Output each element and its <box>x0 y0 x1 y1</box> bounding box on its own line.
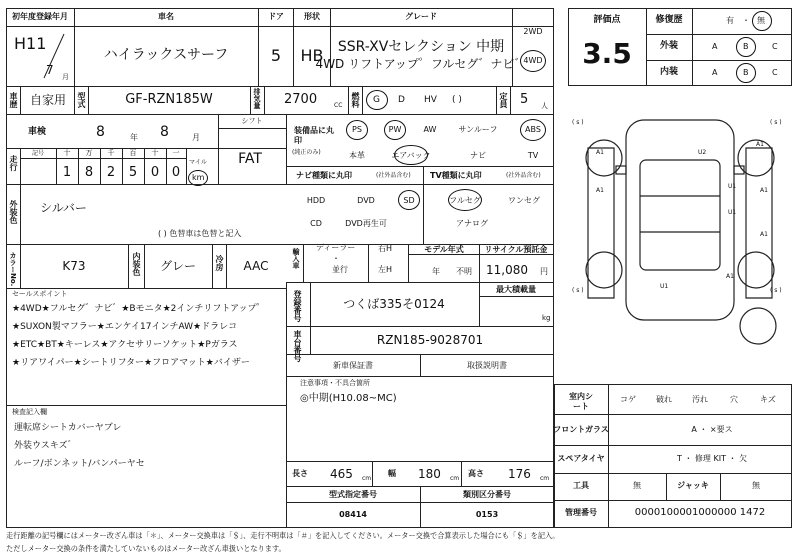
inspect-label: 検査記入欄 <box>12 408 47 416</box>
door-label: ドア <box>268 12 284 21</box>
equip-sub: (純正のみ) <box>292 149 321 156</box>
grade-line2: 4WD リフトアップ゜フルセグ゛ナビ゛ <box>315 57 527 71</box>
mileage-col-2: 千 <box>107 149 115 157</box>
2wd-label: 2WD <box>523 27 543 36</box>
fuel-d: D <box>398 95 405 105</box>
mileage-unit-top: マイル <box>189 159 207 166</box>
hei-label: 高さ <box>468 469 484 478</box>
plate-value: つくば335そ0124 <box>343 297 445 311</box>
int-color-value: グレー <box>159 259 197 273</box>
bracket-br: ( s ) <box>770 287 782 294</box>
interior-item-0: コゲ <box>620 395 636 404</box>
fuel-hv: HV <box>424 95 437 105</box>
fuel-other: ( ) <box>452 95 462 105</box>
mark-u1-bottom: U1 <box>660 283 669 290</box>
shape-label: 形状 <box>304 12 320 21</box>
len-unit: cm <box>362 475 372 482</box>
navi-cd: CD <box>310 219 322 228</box>
hand-left: 左H <box>378 265 393 274</box>
navi-sd: SD <box>403 196 415 205</box>
fuel-g: G <box>373 95 380 105</box>
body-shape: HB <box>300 46 324 65</box>
repair-yes: 有 <box>726 16 734 25</box>
ext-c: C <box>772 42 778 51</box>
mileage-note: 記号 <box>32 150 45 157</box>
notes-label: 注意事項・不具合箇所 <box>300 379 370 387</box>
manual-book: 取扱説明書 <box>467 361 507 370</box>
tools-value: 無 <box>633 481 641 490</box>
ext-a: A <box>712 42 718 51</box>
mark-u1-right-mid: U1 <box>728 183 737 190</box>
hei-value: 176 <box>508 467 531 481</box>
ext-label: 外装 <box>659 41 679 51</box>
colorno-label: カラーNo. <box>9 252 17 287</box>
selling-line-3: ★リアワイパー★シートリフター★フロアマット★バイザー <box>12 358 250 368</box>
shaken-month: 8 <box>160 124 169 140</box>
footer-line-2: ただしメーター交換の条件を満たしていないものはメーター改ざん車扱いとなります。 <box>6 544 286 553</box>
jack-value: 無 <box>752 481 760 490</box>
selling-label: セールスポイント <box>12 290 68 298</box>
chassis-label: 車台番号 <box>293 330 302 362</box>
mark-a1-bottom: A1 <box>726 273 734 280</box>
tv-label: TV種類に丸印 <box>430 171 482 180</box>
navi-label: ナビ種類に丸印 <box>296 171 352 180</box>
import-parallel: 並行 <box>332 265 348 274</box>
tv-oneseg: ワンセグ <box>508 196 540 205</box>
notes-text: ◎中期(H10.08~MC) <box>300 393 397 404</box>
footer-line-1: 走行距離の記号欄にはメーター改ざん車は「＊」、メーター交換車は「＄」、走行不明車は「＃」を記入してください。メーター交換で合算表示した場合にも「＄」を記入。 <box>6 531 560 540</box>
len-value: 465 <box>330 467 353 481</box>
spare-value: T ・ 修理 KIT ・ 欠 <box>676 454 748 463</box>
inspect-line-1: 外装ウスキズ゛ <box>14 441 77 451</box>
weight-unit: kg <box>542 314 551 322</box>
mileage-digit-2: 2 <box>106 165 116 180</box>
mark-a1-right-low: A1 <box>760 231 768 238</box>
int-a: A <box>712 68 718 77</box>
selling-line-0: ★4WD★フルセグ゛ナビ゛★Bモニタ★2インチリフトアップ゜ <box>12 304 266 314</box>
model-value: GF-RZN185W <box>125 92 213 107</box>
mileage-col-4: 十 <box>151 149 159 157</box>
mileage-col-0: 十 <box>63 149 71 157</box>
shift-label: シフト <box>241 117 263 125</box>
disp-unit: CC <box>334 102 343 109</box>
model-year-value: 不明 <box>456 267 472 276</box>
recycle-label: リサイクル預託金 <box>484 245 548 254</box>
wid-label: 幅 <box>388 469 396 478</box>
usage-label: 車歴 <box>9 92 18 108</box>
car-name: ハイラックスサーフ <box>103 47 229 63</box>
equip-label: 装備品に丸印 <box>294 126 334 145</box>
selling-line-1: ★SUXON製マフラー★エンケイ17インチAW★ドラレコ <box>12 322 238 332</box>
reg-era: H11 <box>14 34 47 53</box>
color-note: ( ) 色替車は色替と記入 <box>158 229 242 238</box>
ac-label: 冷房 <box>215 255 224 271</box>
len-label: 長さ <box>292 469 308 478</box>
equip-aw: AW <box>423 125 437 134</box>
interior-label: 室内シート <box>569 392 593 411</box>
mark-u2: U2 <box>698 149 707 156</box>
tools-label: 工具 <box>573 481 589 490</box>
mark-u1-center: U1 <box>728 209 737 216</box>
mileage-unit: km <box>192 173 205 182</box>
capacity-unit: 人 <box>541 102 548 110</box>
shift-value: FAT <box>238 151 262 167</box>
glass-label: フロントガラス <box>553 425 609 434</box>
colorno-value: K73 <box>62 259 86 273</box>
type-no-value: 08414 <box>339 510 367 519</box>
disp-label: 排気量 <box>253 88 261 109</box>
car-name-label: 車名 <box>158 12 174 21</box>
color-label: 外装色 <box>9 200 18 224</box>
recycle-value: 11,080 <box>486 263 528 277</box>
mark-a1-right-top: A1 <box>756 141 764 148</box>
mileage-digit-0: 1 <box>62 165 72 180</box>
interior-item-4: キズ <box>760 395 776 404</box>
selling-line-2: ★ETC★BT★キーレス★アクセサリーソケット★Pガラス <box>12 340 238 350</box>
wid-value: 180 <box>418 467 441 481</box>
navi-hdd: HDD <box>306 196 326 205</box>
grade-line1: SSR-XVセレクション 中期 <box>337 39 505 55</box>
mgmt-value: 0000100001000000 1472 <box>634 507 766 518</box>
mileage-col-1: 万 <box>85 149 93 157</box>
chassis-value: RZN185-9028701 <box>376 333 484 347</box>
score-value: 3.5 <box>582 37 632 70</box>
mileage-col-3: 百 <box>129 149 137 157</box>
import-dealer: ディーラー <box>316 243 356 252</box>
mark-a1-left-mid: A1 <box>596 187 604 194</box>
reg-month-unit: 月 <box>62 73 69 81</box>
wid-unit: cm <box>450 475 460 482</box>
mileage-digit-4: 0 <box>150 165 160 180</box>
disp-value: 2700 <box>284 92 318 107</box>
color-value: シルバー <box>40 201 87 215</box>
door-count: 5 <box>270 46 282 65</box>
4wd-label: 4WD <box>523 56 543 65</box>
bracket-tl: ( s ) <box>572 119 584 126</box>
interior-item-3: 穴 <box>730 395 738 404</box>
shaken-year-unit: 年 <box>130 133 138 142</box>
import-dot: ・ <box>332 254 340 263</box>
repair-dot: ・ <box>742 16 750 25</box>
mileage-digit-1: 8 <box>84 165 94 180</box>
int-label: 内装 <box>659 67 679 77</box>
interior-item-1: 破れ <box>656 395 672 404</box>
jack-label: ジャッキ <box>677 481 709 490</box>
plate-label: 登録番号 <box>293 290 302 322</box>
mileage-digit-3: 5 <box>128 165 138 180</box>
ac-value: AAC <box>243 259 269 273</box>
equip-ps: PS <box>352 125 362 134</box>
equip-sunroof: サンルーフ <box>458 125 498 134</box>
type-no-label: 型式指定番号 <box>329 490 377 499</box>
year-label: 初年度登録年月 <box>12 12 68 21</box>
tv-fullseg: フルセグ <box>449 196 481 205</box>
weight-label: 最大積載量 <box>496 285 536 294</box>
mileage-col-5: 一 <box>172 149 180 157</box>
navi-dvd-play: DVD再生可 <box>345 219 387 228</box>
usage-value: 自家用 <box>30 93 67 107</box>
int-color-label: 内装色 <box>132 252 141 276</box>
int-c: C <box>772 68 778 77</box>
class-no-label: 類別区分番号 <box>463 490 511 499</box>
recycle-unit: 円 <box>540 267 548 276</box>
repair-label: 修復歴 <box>655 15 683 25</box>
reg-month: 7 <box>46 63 54 77</box>
mgmt-label: 管理番号 <box>565 508 597 517</box>
capacity-label: 定員 <box>499 92 508 108</box>
bracket-tr: ( s ) <box>770 119 782 126</box>
fuel-label: 燃料 <box>351 92 360 108</box>
model-year-label: モデル年式 <box>424 245 464 254</box>
bracket-bl: ( s ) <box>572 287 584 294</box>
model-year-unit: 年 <box>432 267 440 276</box>
shaken-year: 8 <box>96 124 105 140</box>
navi-sub: (社外品含む) <box>376 172 411 179</box>
hand-right: 右H <box>378 244 393 253</box>
spare-label: スペアタイヤ <box>557 454 605 463</box>
shaken-label: 車検 <box>28 127 47 137</box>
import-label: 輸入車 <box>292 248 300 269</box>
inspect-line-2: ルーフ/ボンネット/バンパーヤセ <box>14 459 145 469</box>
mark-a1-left-top: A1 <box>596 149 604 156</box>
glass-value: A ・ ×要ス <box>691 425 733 434</box>
capacity-value: 5 <box>520 92 529 107</box>
tv-sub: (社外品含む) <box>506 172 541 179</box>
repair-no: 無 <box>757 16 765 25</box>
equip-abs: ABS <box>525 125 541 134</box>
grade-label: グレード <box>405 12 437 21</box>
equip-leather: 本革 <box>349 151 365 160</box>
equip-pw: PW <box>388 125 402 134</box>
equip-airbag: エアバック <box>391 151 431 160</box>
mileage-label: 走行 <box>9 155 18 171</box>
shaken-month-unit: 月 <box>192 133 200 142</box>
ext-b: B <box>743 42 749 51</box>
equip-tv: TV <box>527 151 539 160</box>
interior-item-2: 汚れ <box>692 395 708 404</box>
score-label: 評価点 <box>593 15 621 25</box>
warranty-book: 新車保証書 <box>333 361 373 370</box>
mileage-digit-5: 0 <box>171 165 181 180</box>
mark-a1-right-mid: A1 <box>760 187 768 194</box>
hei-unit: cm <box>540 475 550 482</box>
model-label: 型式 <box>77 92 86 108</box>
tv-analog: アナログ <box>456 219 488 228</box>
int-b: B <box>743 68 749 77</box>
class-no-value: 0153 <box>475 510 499 519</box>
equip-navi: ナビ <box>470 151 486 160</box>
inspect-line-0: 運転席シートカバーヤブレ <box>14 423 122 433</box>
navi-dvd: DVD <box>357 196 375 205</box>
